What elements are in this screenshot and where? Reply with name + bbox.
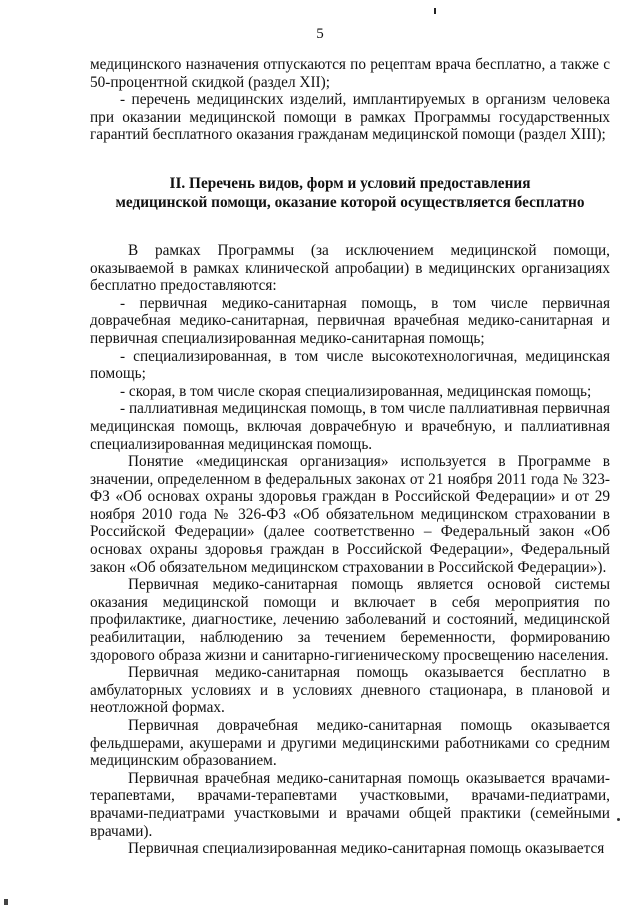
paragraph-primary-basis: Первичная медико-санитарная помощь является основой системы оказания медицинской помощи и включает в себя мероприятия по профилактике, диагностике, лечению заболеваний и состояний, медицинской реабилитации, наблюдению за течением беременности, формированию здорового образа жизни и санитарно-гигиеническому просвещению населения.	[90, 576, 610, 664]
paragraph-physician: Первичная врачебная медико-санитарная помощь оказывается врачами-терапевтами, врачами-терапевтами участковыми, врачами-педиатрами, врачами-педиатрами участковыми и врачами общей практики (семейными врачами).	[90, 769, 610, 840]
list-item-implants: - перечень медицинских изделий, имплантируемых в организм человека при оказании медицинской помощи в рамках Программы государственных гарантий бесплатного оказания гражданам медицинской помощи (раздел XIII);	[90, 91, 610, 144]
document-body	[90, 56, 610, 858]
paragraph-continued: медицинского назначения отпускаются по рецептам врача бесплатно, а также с 50-процентной скидкой (раздел XII);	[90, 56, 610, 91]
paragraph-primary-free: Первичная медико-санитарная помощь оказывается бесплатно в амбулаторных условиях и в условиях дневного стационара, в плановой и неотложной формах.	[90, 664, 610, 717]
list-item-specialized-care: - специализированная, в том числе высокотехнологичная, медицинская помощь;	[90, 347, 610, 383]
scan-mark-top	[434, 8, 436, 14]
section-heading-line-1: II. Перечень видов, форм и условий предоставления	[169, 174, 531, 192]
page-number: 5	[316, 26, 324, 42]
list-item-primary-care: - первичная медико-санитарная помощь, в том числе первичная доврачебная медико-санитарная, первичная врачебная медико-санитарная и первичная специализированная медико-санитарная помощь;	[90, 294, 610, 347]
scan-mark-bottom	[4, 899, 8, 905]
paragraph-pre-physician: Первичная доврачебная медико-санитарная помощь оказывается фельдшерами, акушерами и другими медицинскими работниками со средним медицинским образованием.	[90, 717, 610, 770]
paragraph-specialized-start: Первичная специализированная медико-санитарная помощь оказывается	[128, 840, 605, 858]
scan-mark-right	[617, 818, 620, 821]
paragraph-definition: Понятие «медицинская организация» используется в Программе в значении, определенном в федеральных законах от 21 ноября 2011 года № 323-ФЗ «Об основах охраны здоровья граждан в Российской Федерации» и от 29 ноября 2010 года № 326-ФЗ «Об обязательном медицинском страховании в Российской Федерации» (далее соответственно – Федеральный закон «Об основах охраны здоровья граждан в Российской Федерации», Федеральный закон «Об обязательном медицинском страховании в Российской Федерации»).	[90, 453, 610, 576]
section-heading-line-2: медицинской помощи, оказание которой осуществляется бесплатно	[115, 193, 585, 211]
paragraph-intro: В рамках Программы (за исключением медицинской помощи, оказываемой в рамках клинической апробации) в медицинских организациях бесплатно предоставляются:	[90, 241, 610, 295]
section-heading	[90, 174, 610, 212]
list-item-emergency-care: - скорая, в том числе скорая специализированная, медицинская помощь;	[120, 382, 592, 400]
list-item-palliative-care: - паллиативная медицинская помощь, в том числе паллиативная первичная медицинская помощь, включая доврачебную и врачебную, и паллиативная специализированная медицинская помощь.	[90, 400, 610, 453]
